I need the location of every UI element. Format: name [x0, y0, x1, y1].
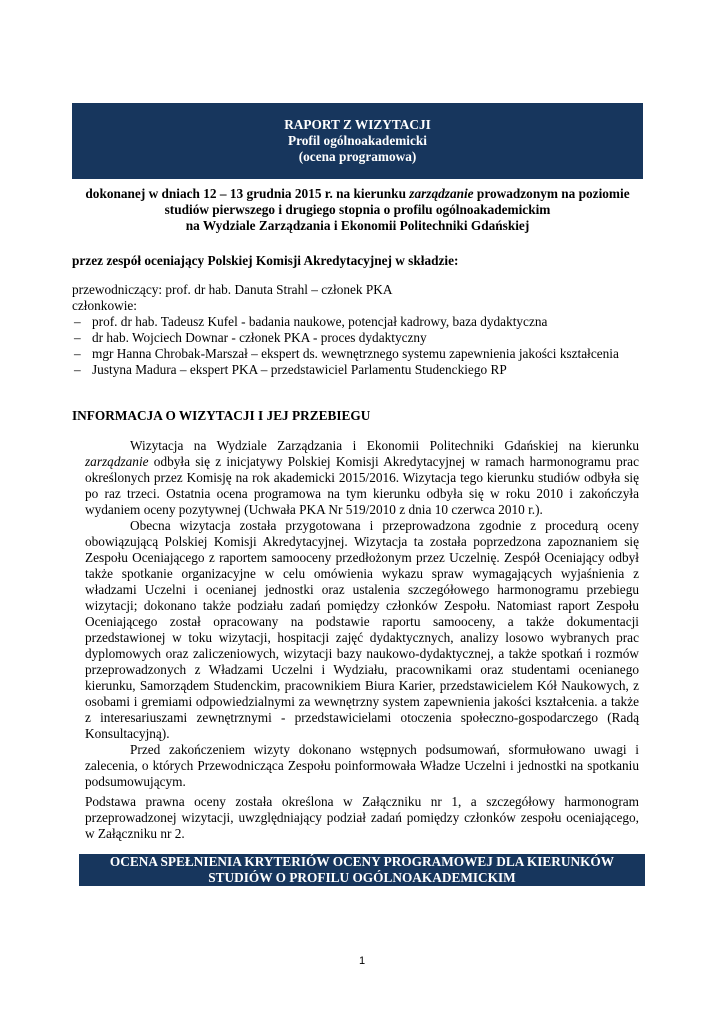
- report-assessment-type: (ocena programowa): [298, 149, 417, 164]
- criteria-section-banner: [79, 854, 645, 886]
- member-entry: mgr Hanna Chrobak-Marszał – ekspert ds. wewnętrznego systemu zapewnienia jakości kształcenia: [92, 346, 619, 361]
- section-heading: INFORMACJA O WIZYTACJI I JEJ PRZEBIEGU: [72, 408, 371, 423]
- intro-field-of-study: zarządzanie: [409, 186, 474, 201]
- paragraph-text: Wizytacja na Wydziale Zarządzania i Ekonomii Politechniki Gdańskiej na kierunku: [130, 438, 639, 453]
- paragraph-text: odbyła się z inicjatywy Polskiej Komisji Akredytacyjnej w ramach harmonogramu prac określonych przez Komisję na rok akademicki 2015/2016. Wizytacja tego kierunku studiów odbyła się po raz trzeci. Ostatnia ocena programowa na tym kierunku odbyła się w roku 2010 i zakończyła wydaniem oceny pozytywnej (Uchwała PKA Nr 519/2010 z dnia 10 czerwca 2010 r.).: [85, 454, 639, 517]
- team-members: [72, 282, 643, 378]
- paragraph-italic: zarządzanie: [85, 454, 149, 469]
- list-item: [72, 346, 643, 362]
- visit-intro: [72, 186, 643, 234]
- list-item: [72, 362, 643, 378]
- paragraph: [85, 438, 639, 518]
- member-entry: Justyna Madura – ekspert PKA – przedstawiciel Parlamentu Studenckiego RP: [92, 362, 507, 377]
- paragraph: Podstawa prawna oceny została określona w Załączniku nr 1, a szczegółowy harmonogram przeprowadzonej wizytacji, uwzględniający podział zadań pomiędzy członków zespołu oceniającego, w Załączniku nr 2.: [85, 794, 639, 841]
- list-item: [72, 330, 643, 346]
- intro-faculty: na Wydziale Zarządzania i Ekonomii Politechniki Gdańskiej: [185, 218, 530, 233]
- list-dash: –: [74, 330, 81, 345]
- report-title: RAPORT Z WIZYTACJI: [284, 117, 431, 132]
- intro-text-start: dokonanej w dniach 12 – 13 grudnia 2015 r. na kierunku: [85, 186, 410, 201]
- list-dash: –: [74, 314, 81, 329]
- team-chair: przewodniczący: prof. dr hab. Danuta Strahl – członek PKA: [72, 282, 393, 297]
- list-dash: –: [74, 362, 81, 377]
- list-dash: –: [74, 346, 81, 361]
- member-entry: dr hab. Wojciech Downar - członek PKA - proces dydaktyczny: [92, 330, 427, 345]
- paragraph: Obecna wizytacja została przygotowana i przeprowadzona zgodnie z procedurą oceny obowiązującą Polskiej Komisji Akredytacyjnej. Wizytacja ta została poprzedzona zapoznaniem się Zespołu Oceniającego z raportem samooceny przedłożonym przez Uczelnię. Zespół Oceniający odbył także spotkanie organizacyjne w celu omówienia wykazu spraw wymagających wyjaśnienia z władzami Uczelni i ocenianej jednostki oraz ustalenia szczegółowego harmonogramu przebiegu wizytacji; dokonano także podziału zadań pomiędzy członków Zespołu. Natomiast raport Zespołu Oceniającego został opracowany na podstawie raportu samooceny, a także dokumentacji przedstawionej w toku wizytacji, hospitacji zajęć dydaktycznych, analizy losowo wybranych prac dyplomowych oraz zaliczeniowych, wizytacji bazy naukowo-dydaktycznej, a także spotkań i rozmów przeprowadzonych z Władzami Uczelni i Wydziału, pracownikami oraz studentami ocenianego kierunku, Samorządem Studenckim, pracownikiem Biura Karier, przedstawicielem Kół Naukowych, z osobami i gremiami odpowiedzialnymi za wewnętrzny system zapewnienia jakości kształcenia. a także z interesariuszami zewnętrznymi - przedstawicielami otoczenia społeczno-gospodarczego (Radą Konsultacyjną).: [85, 518, 639, 741]
- visit-description: [85, 438, 639, 790]
- list-item: [72, 314, 643, 330]
- criteria-title-line2: STUDIÓW O PROFILU OGÓLNOAKADEMICKIM: [208, 870, 516, 885]
- report-title-banner: [72, 103, 643, 179]
- team-heading: przez zespół oceniający Polskiej Komisji Akredytacyjnej w składzie:: [72, 253, 459, 268]
- legal-basis: [85, 794, 639, 842]
- members-label: członkowie:: [72, 298, 137, 313]
- page-number: 1: [358, 955, 366, 967]
- paragraph: Przed zakończeniem wizyty dokonano wstępnych podsumowań, sformułowano uwagi i zalecenia, o których Przewodnicząca Zespołu poinformowała Władze Uczelni i jednostki na spotkaniu podsumowującym.: [85, 742, 639, 789]
- member-entry: prof. dr hab. Tadeusz Kufel - badania naukowe, potencjał kadrowy, baza dydaktyczna: [92, 314, 548, 329]
- report-profile: Profil ogólnoakademicki: [287, 133, 427, 148]
- intro-text-end: prowadzonym na poziomie studiów pierwszego i drugiego stopnia o profilu ogólnoakademickim: [164, 186, 630, 217]
- criteria-title-line1: OCENA SPEŁNIENIA KRYTERIÓW OCENY PROGRAMOWEJ DLA KIERUNKÓW: [109, 854, 615, 869]
